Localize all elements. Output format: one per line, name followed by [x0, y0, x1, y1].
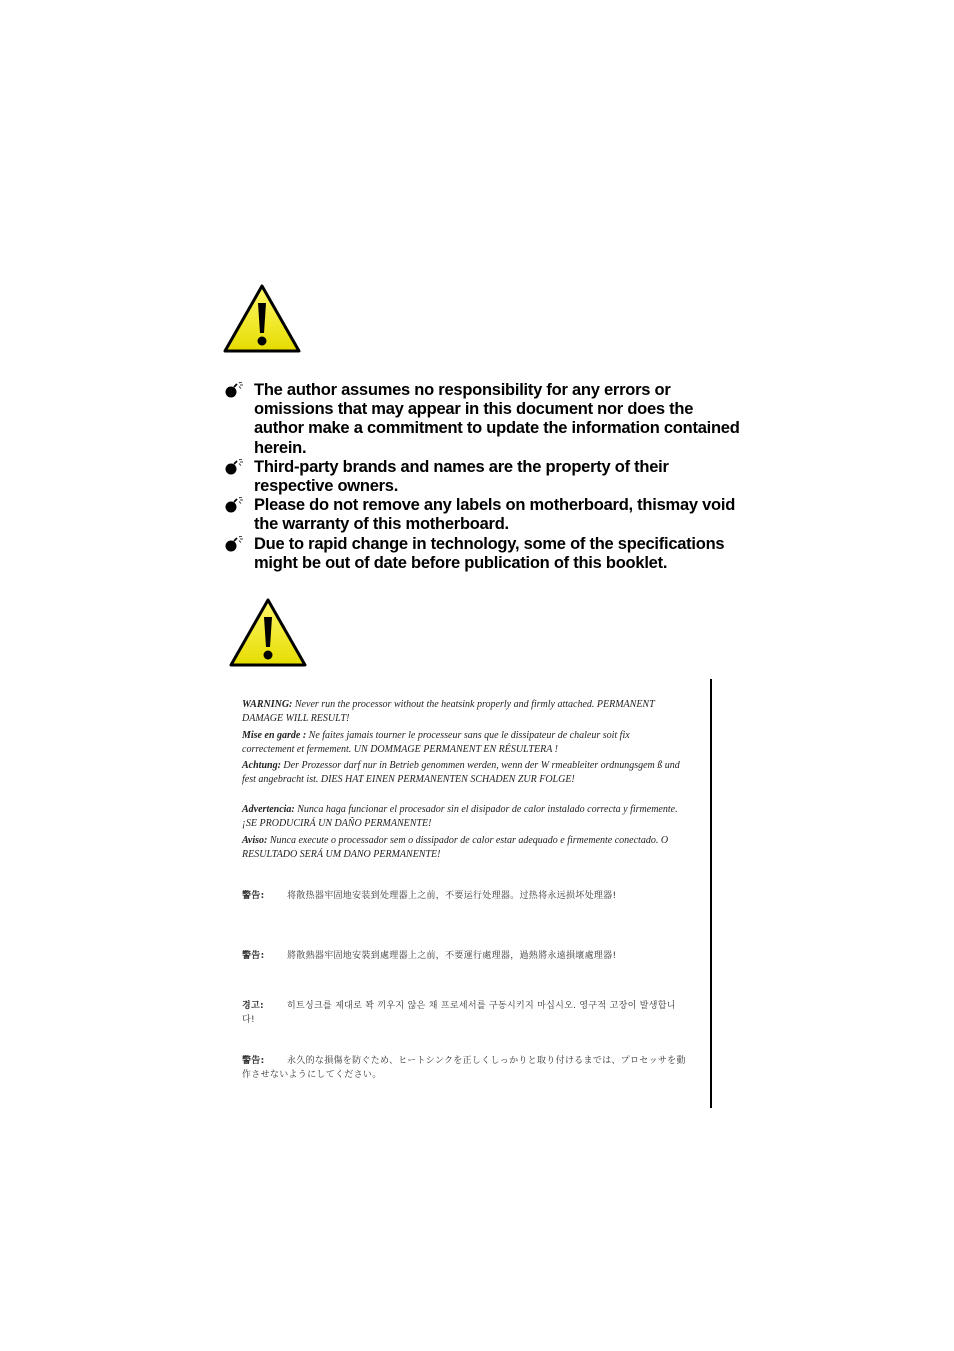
- list-item: Due to rapid change in technology, some of the specifications might be out of date before publication of this booklet.: [224, 535, 744, 573]
- vertical-divider: [710, 679, 712, 1108]
- warning-triangle-icon: [222, 283, 302, 355]
- list-item: The author assumes no responsibility for any errors or omissions that may appear in this document nor does the author make a commitment to update the information contained herein.: [224, 381, 744, 458]
- warning-es: Advertencia: Nunca haga funcionar el procesador sin el disipador de calor instalado correcta y firmemente. ¡SE PRODUCIRÁ UN DAÑO PERMANENTE!: [242, 804, 678, 829]
- warning-zh-simplified: 警告: 将散热器牢固地安装到处理器上之前，不要运行处理器。过热将永远损坏处理器!: [242, 891, 617, 901]
- warning-fr: Mise en garde : Ne faites jamais tourner le processeur sans que le dissipateur de chaleur soit fix correctement et fermement. UN DOMMAGE PERMANENT EN RÉSULTERA !: [242, 730, 630, 755]
- bomb-icon: [224, 459, 246, 475]
- warning-en: WARNING: Never run the processor without the heatsink properly and firmly attached. PERMANENT DAMAGE WILL RESULT!: [242, 699, 655, 724]
- list-item: Please do not remove any labels on motherboard, thismay void the warranty of this motherboard.: [224, 496, 744, 534]
- bomb-icon: [224, 382, 246, 398]
- disclaimer-list: [224, 381, 744, 573]
- warning-ja: 警告: 永久的な損傷を防ぐため、ヒートシンクを正しくしっかりと取り付けるまでは、プロセッサを動作させないようにしてください。: [242, 1056, 686, 1080]
- warning-ko: 경고: 히트싱크를 제대로 꽉 끼우지 않은 채 프로세서를 구동시키지 마십시오. 영구적 고장이 발생합니다!: [242, 1001, 676, 1025]
- warning-de: Achtung: Der Prozessor darf nur in Betrieb genommen werden, wenn der W rmeableiter ordnungsgem ß und fest angebracht ist. DIES HAT EINEN PERMANENTEN SCHADEN ZUR FOLGE!: [242, 760, 680, 785]
- list-item: Third-party brands and names are the property of their respective owners.: [224, 458, 744, 496]
- warning-pt: Aviso: Nunca execute o processador sem o dissipador de calor estar adequado e firmemente conectado. O RESULTADO SERÁ UM DANO PERMANENTE!: [242, 835, 669, 860]
- warning-triangle-icon: [228, 597, 308, 669]
- bomb-icon: [224, 536, 246, 552]
- bomb-icon: [224, 497, 246, 513]
- warning-zh-traditional: 警告: 將散熱器牢固地安裝到處理器上之前，不要運行處理器，過熱將永遠損壞處理器!: [242, 951, 617, 961]
